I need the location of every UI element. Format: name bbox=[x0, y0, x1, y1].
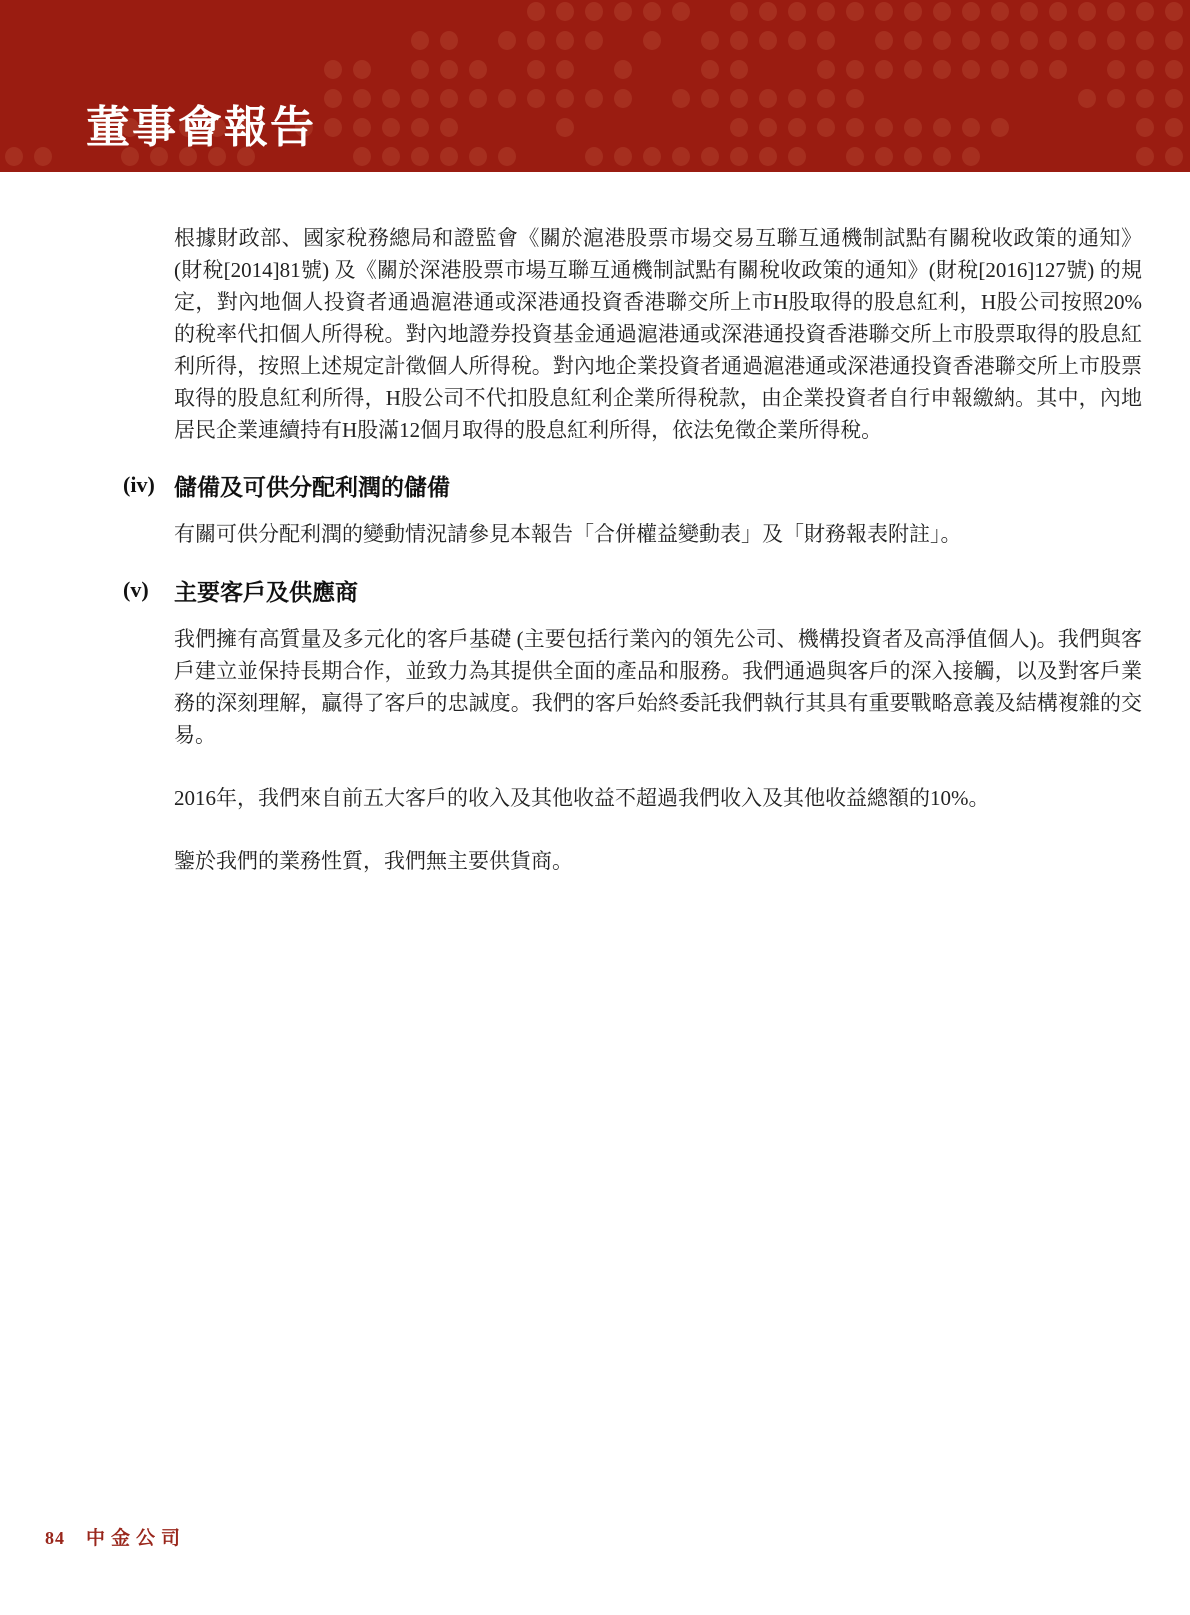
decorative-dot bbox=[846, 2, 864, 21]
decorative-dot bbox=[991, 118, 1009, 137]
decorative-dot bbox=[5, 147, 23, 166]
decorative-dot bbox=[933, 31, 951, 50]
decorative-dot bbox=[875, 118, 893, 137]
decorative-dot bbox=[1136, 31, 1154, 50]
decorative-dot bbox=[730, 2, 748, 21]
paragraph-top-five-customers: 2016年，我們來自前五大客戶的收入及其他收益不超過我們收入及其他收益總額的10%。 bbox=[174, 786, 990, 810]
decorative-dot bbox=[701, 60, 719, 79]
decorative-dot bbox=[701, 31, 719, 50]
decorative-dot bbox=[1078, 89, 1096, 108]
decorative-dot bbox=[1107, 60, 1125, 79]
decorative-dot bbox=[846, 60, 864, 79]
decorative-dot bbox=[933, 118, 951, 137]
decorative-dot bbox=[904, 60, 922, 79]
decorative-dot bbox=[498, 31, 516, 50]
decorative-dot bbox=[991, 60, 1009, 79]
decorative-dot bbox=[1136, 60, 1154, 79]
decorative-dot bbox=[788, 2, 806, 21]
decorative-dot bbox=[527, 2, 545, 21]
paragraph-customer-base: 我們擁有高質量及多元化的客戶基礎 (主要包括行業內的領先公司、機構投資者及高淨值個人)。我們與客戶建立並保持長期合作，並致力為其提供全面的產品和服務。我們通過與客戶的深入接觸，以及對客戶業務的深刻理解，贏得了客戶的忠誠度。我們的客戶始終委託我們執行其具有重要戰略意義及結構複雜的交易。 bbox=[174, 627, 1142, 747]
decorative-dot bbox=[875, 60, 893, 79]
decorative-dot bbox=[527, 60, 545, 79]
decorative-dot bbox=[411, 118, 429, 137]
decorative-dot bbox=[353, 60, 371, 79]
paragraph-no-major-suppliers: 鑒於我們的業務性質，我們無主要供貨商。 bbox=[174, 849, 573, 873]
paragraph-reserves: 有關可供分配利潤的變動情況請參見本報告「合併權益變動表」及「財務報表附註」。 bbox=[174, 522, 962, 546]
decorative-dot bbox=[1136, 118, 1154, 137]
decorative-dot bbox=[672, 147, 690, 166]
decorative-dot bbox=[643, 147, 661, 166]
decorative-dot bbox=[1136, 2, 1154, 21]
decorative-dot bbox=[324, 89, 342, 108]
decorative-dot bbox=[469, 147, 487, 166]
report-header-banner bbox=[0, 0, 1190, 172]
decorative-dot bbox=[1107, 2, 1125, 21]
decorative-dot bbox=[34, 147, 52, 166]
decorative-dot bbox=[904, 2, 922, 21]
decorative-dot bbox=[556, 2, 574, 21]
decorative-dot bbox=[1049, 60, 1067, 79]
decorative-dot bbox=[469, 60, 487, 79]
decorative-dot bbox=[411, 147, 429, 166]
decorative-dot bbox=[614, 89, 632, 108]
decorative-dot bbox=[440, 31, 458, 50]
decorative-dot bbox=[643, 2, 661, 21]
section-iv-title: 儲備及可供分配利潤的儲備 bbox=[174, 475, 450, 500]
decorative-dot bbox=[672, 2, 690, 21]
decorative-dot bbox=[875, 2, 893, 21]
decorative-dot bbox=[1165, 31, 1183, 50]
decorative-dot bbox=[585, 89, 603, 108]
decorative-dot bbox=[1165, 147, 1183, 166]
decorative-dot bbox=[759, 2, 777, 21]
decorative-dot bbox=[1136, 89, 1154, 108]
decorative-dot bbox=[614, 147, 632, 166]
decorative-dot bbox=[614, 60, 632, 79]
section-customers-suppliers bbox=[123, 577, 1142, 877]
decorative-dot bbox=[904, 31, 922, 50]
section-iv-label: (iv) bbox=[123, 472, 155, 497]
decorative-dot bbox=[933, 147, 951, 166]
decorative-dot bbox=[556, 89, 574, 108]
section-v-title: 主要客戶及供應商 bbox=[174, 580, 358, 605]
decorative-dot bbox=[440, 60, 458, 79]
decorative-dot bbox=[817, 60, 835, 79]
decorative-dot bbox=[759, 89, 777, 108]
decorative-dot bbox=[1020, 60, 1038, 79]
page-title: 董事會報告 bbox=[86, 103, 316, 152]
decorative-dot bbox=[411, 31, 429, 50]
decorative-dot bbox=[1165, 89, 1183, 108]
decorative-dot bbox=[1136, 147, 1154, 166]
decorative-dot bbox=[1165, 118, 1183, 137]
decorative-dot bbox=[643, 31, 661, 50]
decorative-dot bbox=[759, 118, 777, 137]
decorative-dot bbox=[846, 147, 864, 166]
decorative-dot bbox=[353, 147, 371, 166]
page-footer bbox=[45, 1523, 186, 1550]
decorative-dot bbox=[1107, 89, 1125, 108]
decorative-dot bbox=[788, 147, 806, 166]
decorative-dot bbox=[353, 89, 371, 108]
company-name: 中金公司 bbox=[86, 1528, 187, 1549]
decorative-dot bbox=[672, 89, 690, 108]
decorative-dot bbox=[962, 60, 980, 79]
decorative-dot bbox=[498, 147, 516, 166]
decorative-dot bbox=[788, 31, 806, 50]
decorative-dot bbox=[933, 60, 951, 79]
decorative-dot bbox=[730, 89, 748, 108]
decorative-dot bbox=[614, 2, 632, 21]
decorative-dot bbox=[440, 118, 458, 137]
decorative-dot bbox=[817, 89, 835, 108]
decorative-dot bbox=[730, 31, 748, 50]
decorative-dot bbox=[469, 89, 487, 108]
decorative-dot bbox=[875, 147, 893, 166]
decorative-dot bbox=[730, 60, 748, 79]
decorative-dot bbox=[585, 31, 603, 50]
decorative-dot bbox=[382, 118, 400, 137]
decorative-dot bbox=[1049, 2, 1067, 21]
decorative-dot bbox=[788, 118, 806, 137]
decorative-dot bbox=[788, 89, 806, 108]
decorative-dot bbox=[991, 2, 1009, 21]
decorative-dot bbox=[527, 31, 545, 50]
report-content bbox=[123, 222, 1142, 877]
decorative-dot bbox=[817, 31, 835, 50]
decorative-dot bbox=[556, 60, 574, 79]
decorative-dot bbox=[1078, 31, 1096, 50]
decorative-dot bbox=[498, 89, 516, 108]
decorative-dot bbox=[759, 147, 777, 166]
decorative-dot bbox=[382, 147, 400, 166]
section-reserves bbox=[123, 472, 1142, 550]
decorative-dot bbox=[440, 89, 458, 108]
decorative-dot bbox=[353, 118, 371, 137]
decorative-dot bbox=[875, 31, 893, 50]
decorative-dot bbox=[1020, 2, 1038, 21]
decorative-dot bbox=[1020, 31, 1038, 50]
decorative-dot bbox=[962, 118, 980, 137]
decorative-dot bbox=[324, 118, 342, 137]
decorative-dot bbox=[440, 147, 458, 166]
decorative-dot bbox=[701, 89, 719, 108]
decorative-dot bbox=[585, 2, 603, 21]
decorative-dot bbox=[411, 89, 429, 108]
decorative-dot bbox=[730, 118, 748, 137]
decorative-dot bbox=[556, 31, 574, 50]
decorative-dot bbox=[817, 118, 835, 137]
decorative-dot bbox=[411, 60, 429, 79]
section-v-label: (v) bbox=[123, 577, 149, 602]
decorative-dot bbox=[904, 147, 922, 166]
decorative-dot bbox=[1049, 31, 1067, 50]
decorative-dot bbox=[730, 147, 748, 166]
decorative-dot bbox=[933, 2, 951, 21]
paragraph-tax-policy: 根據財政部、國家稅務總局和證監會《關於滬港股票市場交易互聯互通機制試點有關稅收政策的通知》(財稅[2014]81號) 及《關於深港股票市場互聯互通機制試點有關稅收政策的通知》(財稅[2016]127號) 的規定，對內地個人投資者通過滬港通或深港通投資香港聯交所上市H股取得的股息紅利，H股公司按照20%的稅率代扣個人所得稅。對內地證券投資基金通過滬港通或深港通投資香港聯交所上市股票取得的股息紅利所得，按照上述規定計徵個人所得稅。對內地企業投資者通過滬港通或深港通投資香港聯交所上市股票取得的股息紅利所得，H股公司不代扣股息紅利企業所得稅款，由企業投資者自行申報繳納。其中，內地居民企業連續持有H股滿12個月取得的股息紅利所得，依法免徵企業所得稅。 bbox=[174, 226, 1142, 442]
decorative-dot bbox=[817, 2, 835, 21]
decorative-dot bbox=[962, 147, 980, 166]
decorative-dot bbox=[1165, 2, 1183, 21]
decorative-dot bbox=[962, 31, 980, 50]
decorative-dot bbox=[382, 89, 400, 108]
decorative-dot bbox=[846, 118, 864, 137]
decorative-dot bbox=[556, 118, 574, 137]
decorative-dot bbox=[1107, 31, 1125, 50]
decorative-dot bbox=[904, 118, 922, 137]
decorative-dot bbox=[585, 147, 603, 166]
decorative-dot bbox=[759, 31, 777, 50]
decorative-dot bbox=[1165, 60, 1183, 79]
decorative-dot bbox=[991, 31, 1009, 50]
page-number: 84 bbox=[45, 1528, 65, 1548]
decorative-dot bbox=[324, 60, 342, 79]
decorative-dot bbox=[962, 2, 980, 21]
decorative-dot bbox=[846, 89, 864, 108]
decorative-dot bbox=[701, 147, 719, 166]
decorative-dot bbox=[1078, 2, 1096, 21]
decorative-dot bbox=[527, 89, 545, 108]
